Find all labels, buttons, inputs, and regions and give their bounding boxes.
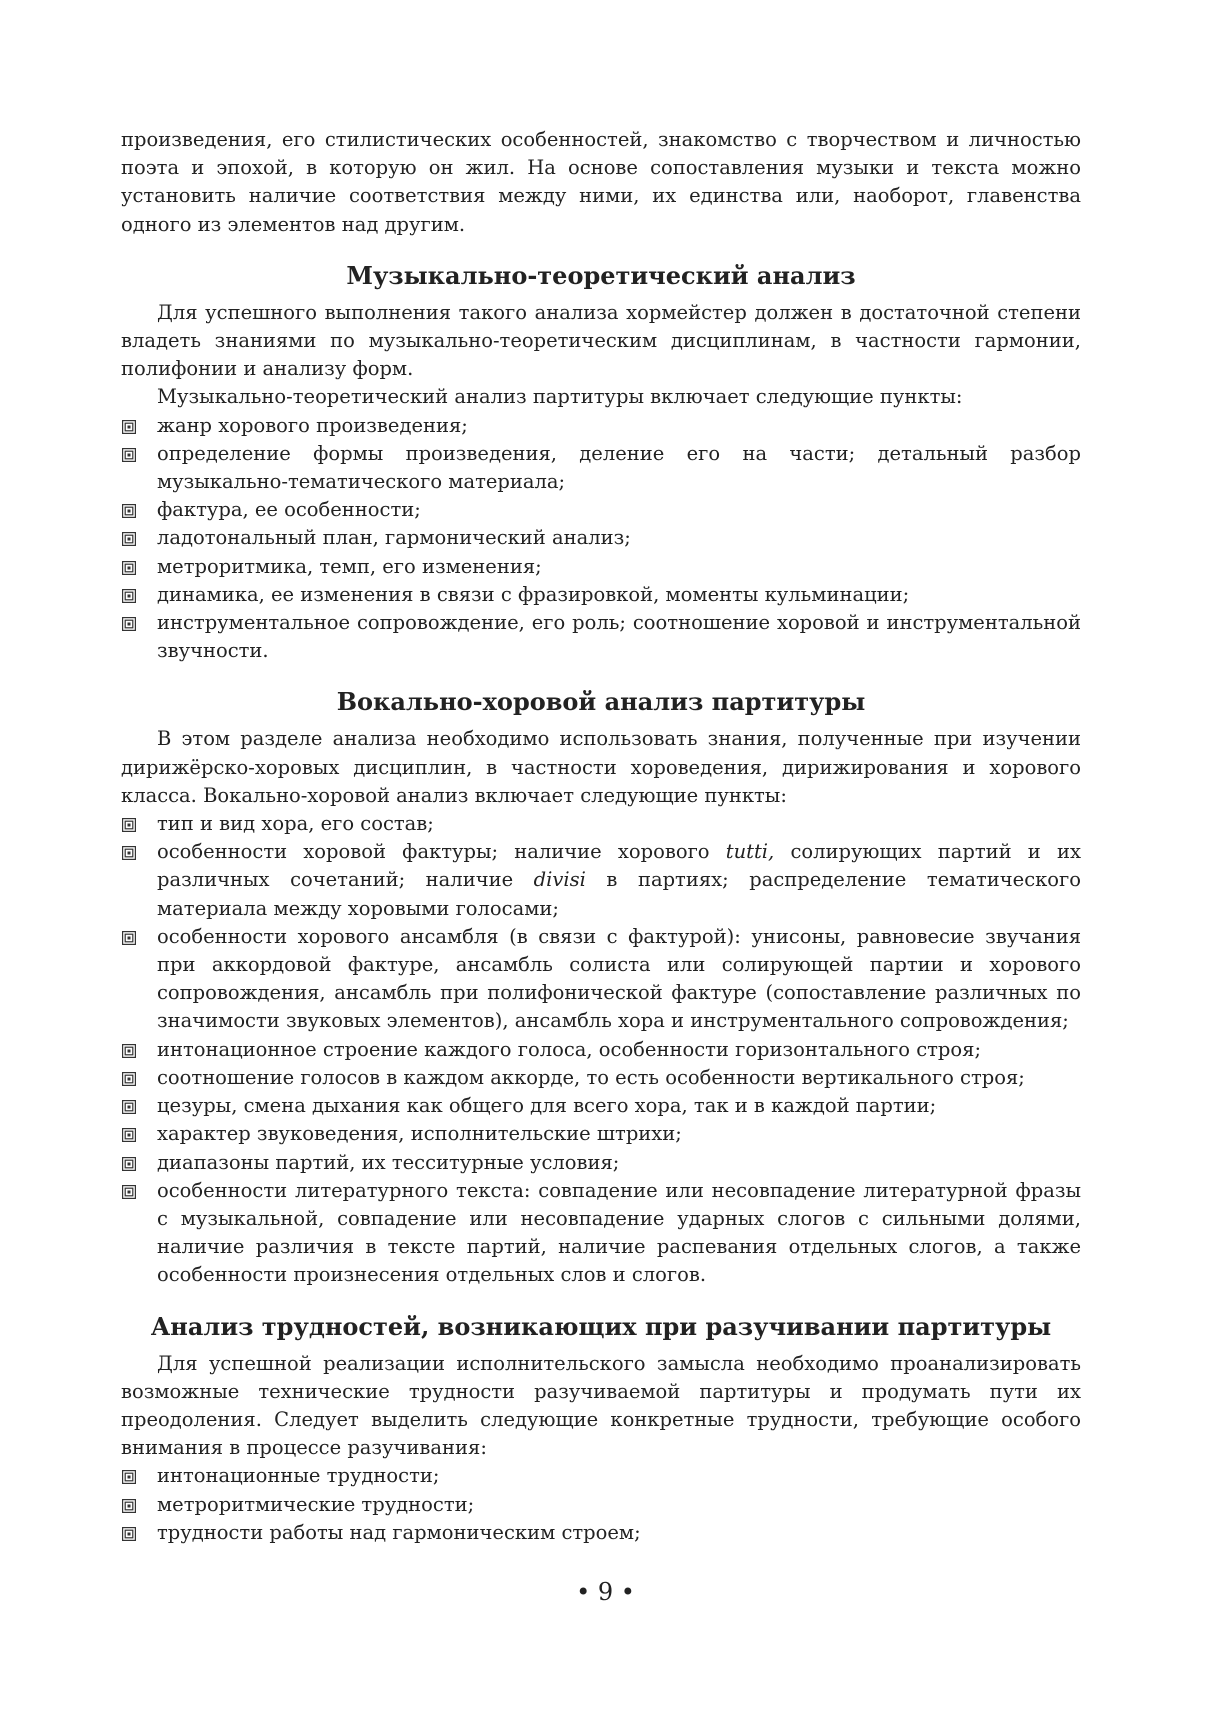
section-paragraph: Музыкально-теоретический анализ партитуры включает следующие пункты: xyxy=(157,385,963,409)
list-item: особенности литературного текста: совпадение или несовпадение литературной фразы с музыкальной, совпадение или несовпадение ударных слогов с сильными долями, наличие различия в тексте партий, наличие распевания отдельных слогов, а также особенности произнесения отдельных слов и слогов. xyxy=(121,1177,1081,1290)
list-item: тип и вид хора, его состав; xyxy=(121,810,1081,838)
list-item: характер звуковедения, исполнительские штрихи; xyxy=(121,1120,1081,1148)
list-item: соотношение голосов в каждом аккорде, то есть особенности вертикального строя; xyxy=(121,1064,1081,1092)
section-paragraph: Для успешного выполнения такого анализа хормейстер должен в достаточной степени владеть знаниями по музыкально-теоретическим дисциплинам, в частности гармонии, полифонии и анализу форм. xyxy=(121,300,1081,381)
list-item: определение формы произведения, деление его на части; детальный разбор музыкально-тематического материала; xyxy=(121,440,1081,496)
list-item: трудности работы над гармоническим строем; xyxy=(121,1519,1081,1547)
square-bullet-icon xyxy=(122,1499,136,1513)
list-item: особенности хоровой фактуры; наличие хорового tutti, солирующих партий и их различных сочетаний; наличие divisi в партиях; распределение тематического материала между хоровыми голосами; xyxy=(121,838,1081,923)
square-bullet-icon xyxy=(122,1157,136,1171)
square-bullet-icon xyxy=(122,589,136,603)
square-bullet-icon xyxy=(122,1128,136,1142)
bullet-list xyxy=(121,1462,1081,1547)
list-item: инструментальное сопровождение, его роль; соотношение хоровой и инструментальной звучности. xyxy=(121,609,1081,665)
section-paragraph: В этом разделе анализа необходимо использовать знания, полученные при изучении дирижёрско-хоровых дисциплин, в частности хороведения, дирижирования и хорового класса. Вокально-хоровой анализ включает следующие пункты: xyxy=(121,727,1081,807)
square-bullet-icon xyxy=(122,420,136,434)
bullet-list xyxy=(121,412,1081,666)
list-item: интонационное строение каждого голоса, особенности горизонтального строя; xyxy=(121,1036,1081,1064)
italic-term-divisi: divisi xyxy=(533,868,586,892)
square-bullet-icon xyxy=(122,1044,136,1058)
section-heading-difficulties: Анализ трудностей, возникающих при разучивании партитуры xyxy=(150,1311,1052,1341)
square-bullet-icon xyxy=(122,1072,136,1086)
page-number: • 9 • xyxy=(576,1578,635,1606)
list-item: диапазоны партий, их тесситурные условия; xyxy=(121,1149,1081,1177)
square-bullet-icon xyxy=(122,846,136,860)
list-item: метроритмика, темп, его изменения; xyxy=(121,553,1081,581)
section-heading-music-theory: Музыкально-теоретический анализ xyxy=(346,260,856,290)
square-bullet-icon xyxy=(122,532,136,546)
list-item: особенности хорового ансамбля (в связи с фактурой): унисоны, равновесие звучания при аккордовой фактуре, ансамбль солиста или солирующей партии и хорового сопровождения, ансамбль при полифонической фактуре (сопоставление различных по значимости звуковых элементов), ансамбль хора и инструментального сопровождения; xyxy=(121,923,1081,1036)
square-bullet-icon xyxy=(122,1185,136,1199)
section-heading-vocal-choral: Вокально-хоровой анализ партитуры xyxy=(336,687,866,717)
list-item: цезуры, смена дыхания как общего для всего хора, так и в каждой партии; xyxy=(121,1092,1081,1120)
square-bullet-icon xyxy=(122,561,136,575)
square-bullet-icon xyxy=(122,504,136,518)
list-item: интонационные трудности; xyxy=(121,1462,1081,1490)
section-paragraph: Для успешной реализации исполнительского замысла необходимо проанализировать возможные технические трудности разучиваемой партитуры и продумать пути их преодоления. Следует выделить следующие конкретные трудности, требующие особого внимания в процессе разучивания: xyxy=(121,1351,1081,1460)
list-item: динамика, ее изменения в связи с фразировкой, моменты кульминации; xyxy=(121,581,1081,609)
bullet-list xyxy=(121,810,1081,1289)
list-item: жанр хорового произведения; xyxy=(121,412,1081,440)
square-bullet-icon xyxy=(122,1100,136,1114)
list-item: метроритмические трудности; xyxy=(121,1491,1081,1519)
square-bullet-icon xyxy=(122,448,136,462)
square-bullet-icon xyxy=(122,818,136,832)
square-bullet-icon xyxy=(122,617,136,631)
square-bullet-icon xyxy=(122,931,136,945)
square-bullet-icon xyxy=(122,1470,136,1484)
list-item: ладотональный план, гармонический анализ; xyxy=(121,524,1081,552)
document-page xyxy=(121,126,1081,1547)
square-bullet-icon xyxy=(122,1527,136,1541)
intro-paragraph: произведения, его стилистических особенностей, знакомство с творчеством и личностью поэта и эпохой, в которую он жил. На основе сопоставления музыки и текста можно установить наличие соответствия между ними, их единства или, наоборот, главенства одного из элементов над другим. xyxy=(121,128,1081,236)
italic-term-tutti: tutti, xyxy=(725,840,775,864)
list-item: фактура, ее особенности; xyxy=(121,496,1081,524)
